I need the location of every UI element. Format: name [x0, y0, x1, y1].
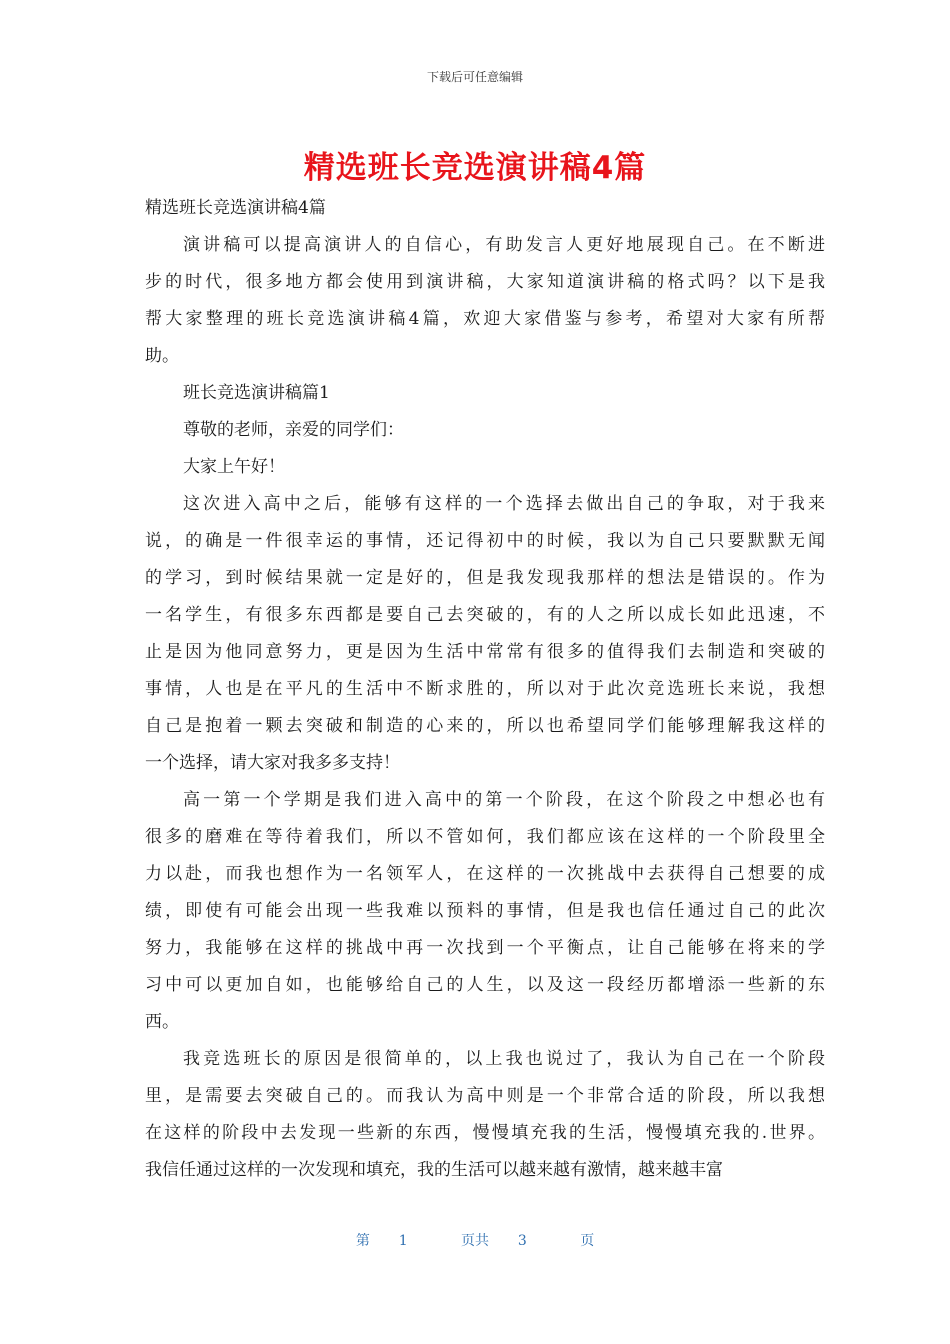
paragraph-line: 班长竞选演讲稿篇1	[183, 383, 330, 403]
paragraph-line: 一个选择，请大家对我多多支持！	[145, 753, 400, 773]
paragraph-line: 努力，我能够在这样的挑战中再一次找到一个平衡点，让自己能够在将来的学	[145, 938, 825, 958]
footer-page-label: 第	[355, 1233, 370, 1249]
paragraph-line: 高一第一个学期是我们进入高中的第一个阶段，在这个阶段之中想必也有	[183, 790, 825, 810]
paragraph-line: 演讲稿可以提高演讲人的自信心，有助发言人更好地展现自己。在不断进	[183, 235, 825, 255]
paragraph-line: 很多的磨难在等待着我们，所以不管如何，我们都应该在这样的一个阶段里全	[145, 827, 825, 847]
page-footer	[0, 1230, 950, 1250]
paragraph-line: 帮大家整理的班长竞选演讲稿4篇，欢迎大家借鉴与参考，希望对大家有所帮	[145, 309, 825, 329]
paragraph-line: 我竞选班长的原因是很简单的，以上我也说过了，我认为自己在一个阶段	[183, 1049, 825, 1069]
paragraph-line: 自己是抱着一颗去突破和制造的心来的，所以也希望同学们能够理解我这样的	[145, 716, 825, 736]
paragraph-line: 助。	[145, 346, 179, 366]
paragraph-line: 力以赴，而我也想作为一名领军人，在这样的一次挑战中去获得自己想要的成	[145, 864, 825, 884]
paragraph-line: 事情，人也是在平凡的生活中不断求胜的，所以对于此次竞选班长来说，我想	[145, 679, 825, 699]
header-note: 下载后可任意编辑	[426, 70, 523, 84]
footer-current-page: 1	[398, 1233, 408, 1249]
footer-end-label: 页	[580, 1233, 595, 1249]
paragraph-line: 止是因为他同意努力，更是因为生活中常常有很多的值得我们去制造和突破的	[145, 642, 825, 662]
paragraph-line: 西。	[145, 1012, 179, 1032]
paragraph-line: 这次进入高中之后，能够有这样的一个选择去做出自己的争取，对于我来	[183, 494, 825, 514]
paragraph-line: 说，的确是一件很幸运的事情，还记得初中的时候，我以为自己只要默默无闻	[145, 531, 825, 551]
document-title: 精选班长竞选演讲稿4篇	[303, 150, 647, 186]
paragraph-line: 大家上午好！	[183, 457, 285, 477]
paragraph-line: 习中可以更加自如，也能够给自己的人生，以及这一段经历都增添一些新的东	[145, 975, 825, 995]
document-body	[145, 190, 825, 1189]
paragraph-line: 在这样的阶段中去发现一些新的东西，慢慢填充我的生活，慢慢填充我的.世界。	[145, 1123, 825, 1143]
paragraph-line: 精选班长竞选演讲稿4篇	[145, 198, 326, 218]
paragraph-line: 步的时代，很多地方都会使用到演讲稿，大家知道演讲稿的格式吗？以下是我	[145, 272, 825, 292]
footer-total-pages: 3	[517, 1233, 527, 1249]
paragraph-line: 尊敬的老师，亲爱的同学们：	[183, 420, 404, 440]
paragraph-line: 里，是需要去突破自己的。而我认为高中则是一个非常合适的阶段，所以我想	[145, 1086, 825, 1106]
paragraph-line: 我信任通过这样的一次发现和填充，我的生活可以越来越有激情，越来越丰富	[145, 1160, 723, 1180]
paragraph-line: 的学习，到时候结果就一定是好的，但是我发现我那样的想法是错误的。作为	[145, 568, 825, 588]
paragraph-line: 一名学生，有很多东西都是要自己去突破的，有的人之所以成长如此迅速，不	[145, 605, 825, 625]
footer-of-label: 页共	[461, 1233, 489, 1249]
paragraph-line: 绩，即使有可能会出现一些我难以预料的事情，但是我也信任通过自己的此次	[145, 901, 825, 921]
